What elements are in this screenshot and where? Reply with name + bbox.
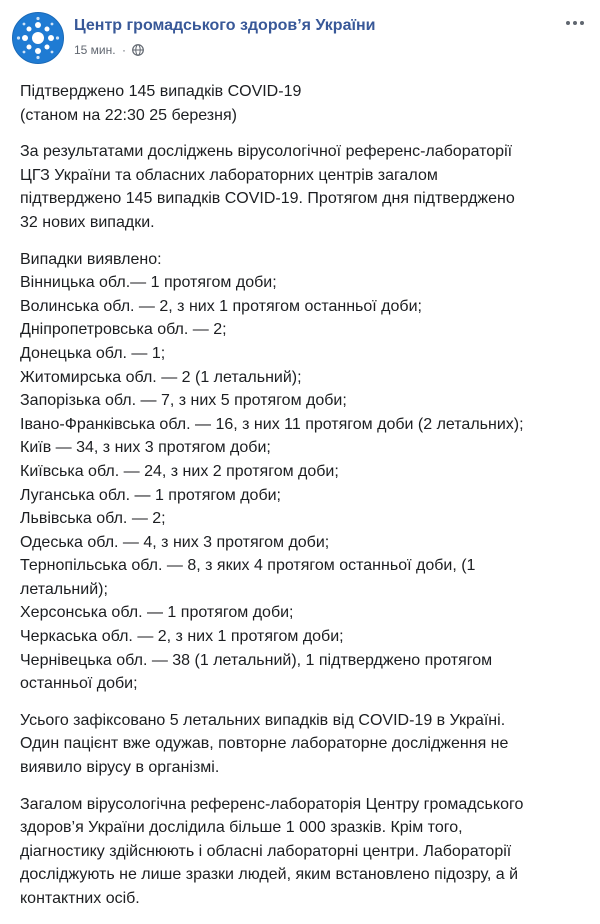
post-text-line: Львівська обл. — 2; [20,510,166,528]
post-text-line: Усього зафіксовано 5 летальних випадків від COVID-19 в Україні. [20,711,506,729]
post-text-line: 32 нових випадки. [20,213,155,231]
post-header [12,12,588,64]
post-text-line: Донецька обл. — 1; [20,344,166,362]
post-text-line: Підтверджено 145 випадків COVID-19 [20,83,302,100]
post-text-line: Одеська обл. — 4, з них 3 протягом доби; [20,533,330,551]
post-text-line: виявило вірусу в організмі. [20,759,220,777]
post-text-line: Вінницька обл.— 1 протягом доби; [20,274,277,292]
post-text-line: Тернопільська обл. — 8, з яких 4 протягом останньої доби, (1 [20,557,476,575]
post-text-line: Житомирська обл. — 2 (1 летальний); [20,368,302,386]
post-text [20,80,586,924]
post-text-line: За результатами досліджень вірусологічної референс-лабораторії [20,143,513,161]
post-meta [74,43,144,59]
post-text-line: Київська обл. — 24, з них 2 протягом доби; [20,462,339,480]
post-text-line: Київ — 34, з них 3 протягом доби; [20,439,271,457]
post-paragraph [20,709,586,780]
post-text-line: діагностику здійснюють і обласні лабораторні центри. Лабораторії [20,842,512,860]
post-text-line: Дніпропетровська обл. — 2; [20,321,227,339]
post-paragraph [20,248,586,696]
post-text-line: Один пацієнт вже одужав, повторне лабораторне дослідження не [20,735,509,753]
post-text-line: Херсонська обл. — 1 протягом доби; [20,604,294,622]
post-text-line: Волинська обл. — 2, з них 1 протягом останньої доби; [20,297,422,315]
post-timestamp[interactable]: 15 мин. [74,43,116,57]
post-paragraph [20,140,586,234]
post-text-line: Загалом вірусологічна референс-лабораторія Центру громадського [20,795,524,813]
post-text-line: Черкаська обл. — 2, з них 1 протягом доби; [20,628,344,646]
post-text-line: контактних осіб. [20,890,140,907]
post-text-line: летальний); [20,580,108,598]
post-text-line: досліджують не лише зразки людей, яким встановлено підозру, а й [20,866,519,884]
page-avatar[interactable] [12,12,64,64]
phc-logo-icon [13,13,63,63]
post-text-line: Луганська обл. — 1 протягом доби; [20,486,281,504]
post-text-line: Чернівецька обл. — 38 (1 летальний), 1 підтверджено протягом [20,651,493,669]
post-text-line: ЦГЗ України та обласних лабораторних центрів загалом [20,166,438,184]
post-paragraph [20,793,586,911]
post-text-line: Івано-Франківська обл. — 16, з них 11 протягом доби (2 летальних); [20,415,524,433]
post-paragraph [20,80,586,127]
post-text-line: (станом на 22:30 25 березня) [20,106,237,124]
more-options-icon[interactable] [564,14,586,32]
post-text-line: здоров’я України дослідила більше 1 000 зразків. Крім того, [20,819,463,837]
post-text-line: підтверджено 145 випадків COVID-19. Протягом дня підтверджено [20,190,515,208]
post-text-line: Запорізька обл. — 7, з них 5 протягом доби; [20,392,347,410]
globe-icon [132,44,144,59]
post-text-line: останньої доби; [20,675,138,693]
meta-separator: · [121,43,126,57]
post-text-line: Випадки виявлено: [20,250,162,268]
page-name-link[interactable]: Центр громадського здоров’я України [74,17,376,34]
